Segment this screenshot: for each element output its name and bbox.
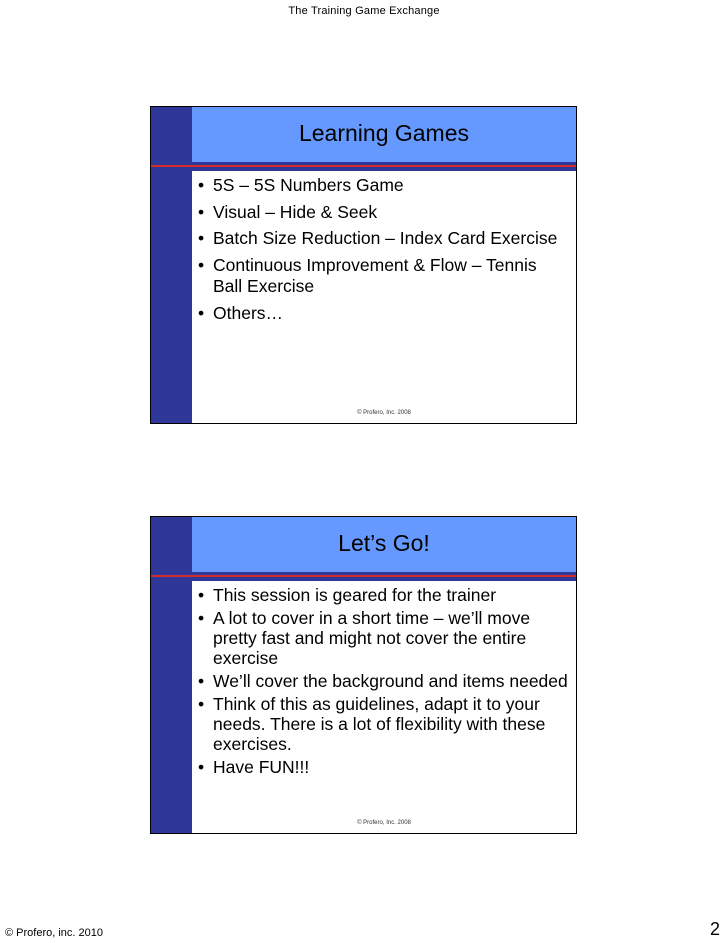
bullet-item: • Others… [198, 303, 570, 325]
slide-title-rule [151, 572, 576, 581]
bullet-item: • Have FUN!!! [198, 757, 570, 777]
footer-copyright: © Profero, inc. 2010 [5, 927, 103, 939]
slide-left-bar [151, 517, 192, 833]
slide-copyright: © Profero, Inc. 2008 [357, 410, 411, 416]
bullet-item: • We’ll cover the background and items needed [198, 671, 570, 691]
bullet-item: • Think of this as guidelines, adapt it to your needs. There is a lot of flexibility with these exercises. [198, 694, 570, 754]
slide-bullet-list [198, 585, 570, 780]
slide-title: Let’s Go! [338, 530, 430, 556]
slide-title: Learning Games [298, 120, 470, 146]
bullet-item: • Batch Size Reduction – Index Card Exercise [198, 228, 570, 250]
bullet-item: • Continuous Improvement & Flow – Tennis Ball Exercise [198, 255, 570, 298]
slide-copyright: © Profero, Inc. 2008 [357, 820, 411, 826]
bullet-item: • 5S – 5S Numbers Game [198, 175, 570, 197]
slide-learning-games [150, 106, 577, 424]
slide-left-bar [151, 107, 192, 423]
page-number: 2 [709, 919, 720, 939]
bullet-item: • This session is geared for the trainer [198, 585, 570, 605]
bullet-item: • Visual – Hide & Seek [198, 202, 570, 224]
slide-bullet-list [198, 175, 570, 329]
slide-lets-go [150, 516, 577, 834]
page-header-title: The Training Game Exchange [288, 5, 440, 17]
slide-title-rule [151, 162, 576, 171]
bullet-item: • A lot to cover in a short time – we’ll move pretty fast and might not cover the entire exercise [198, 608, 570, 668]
